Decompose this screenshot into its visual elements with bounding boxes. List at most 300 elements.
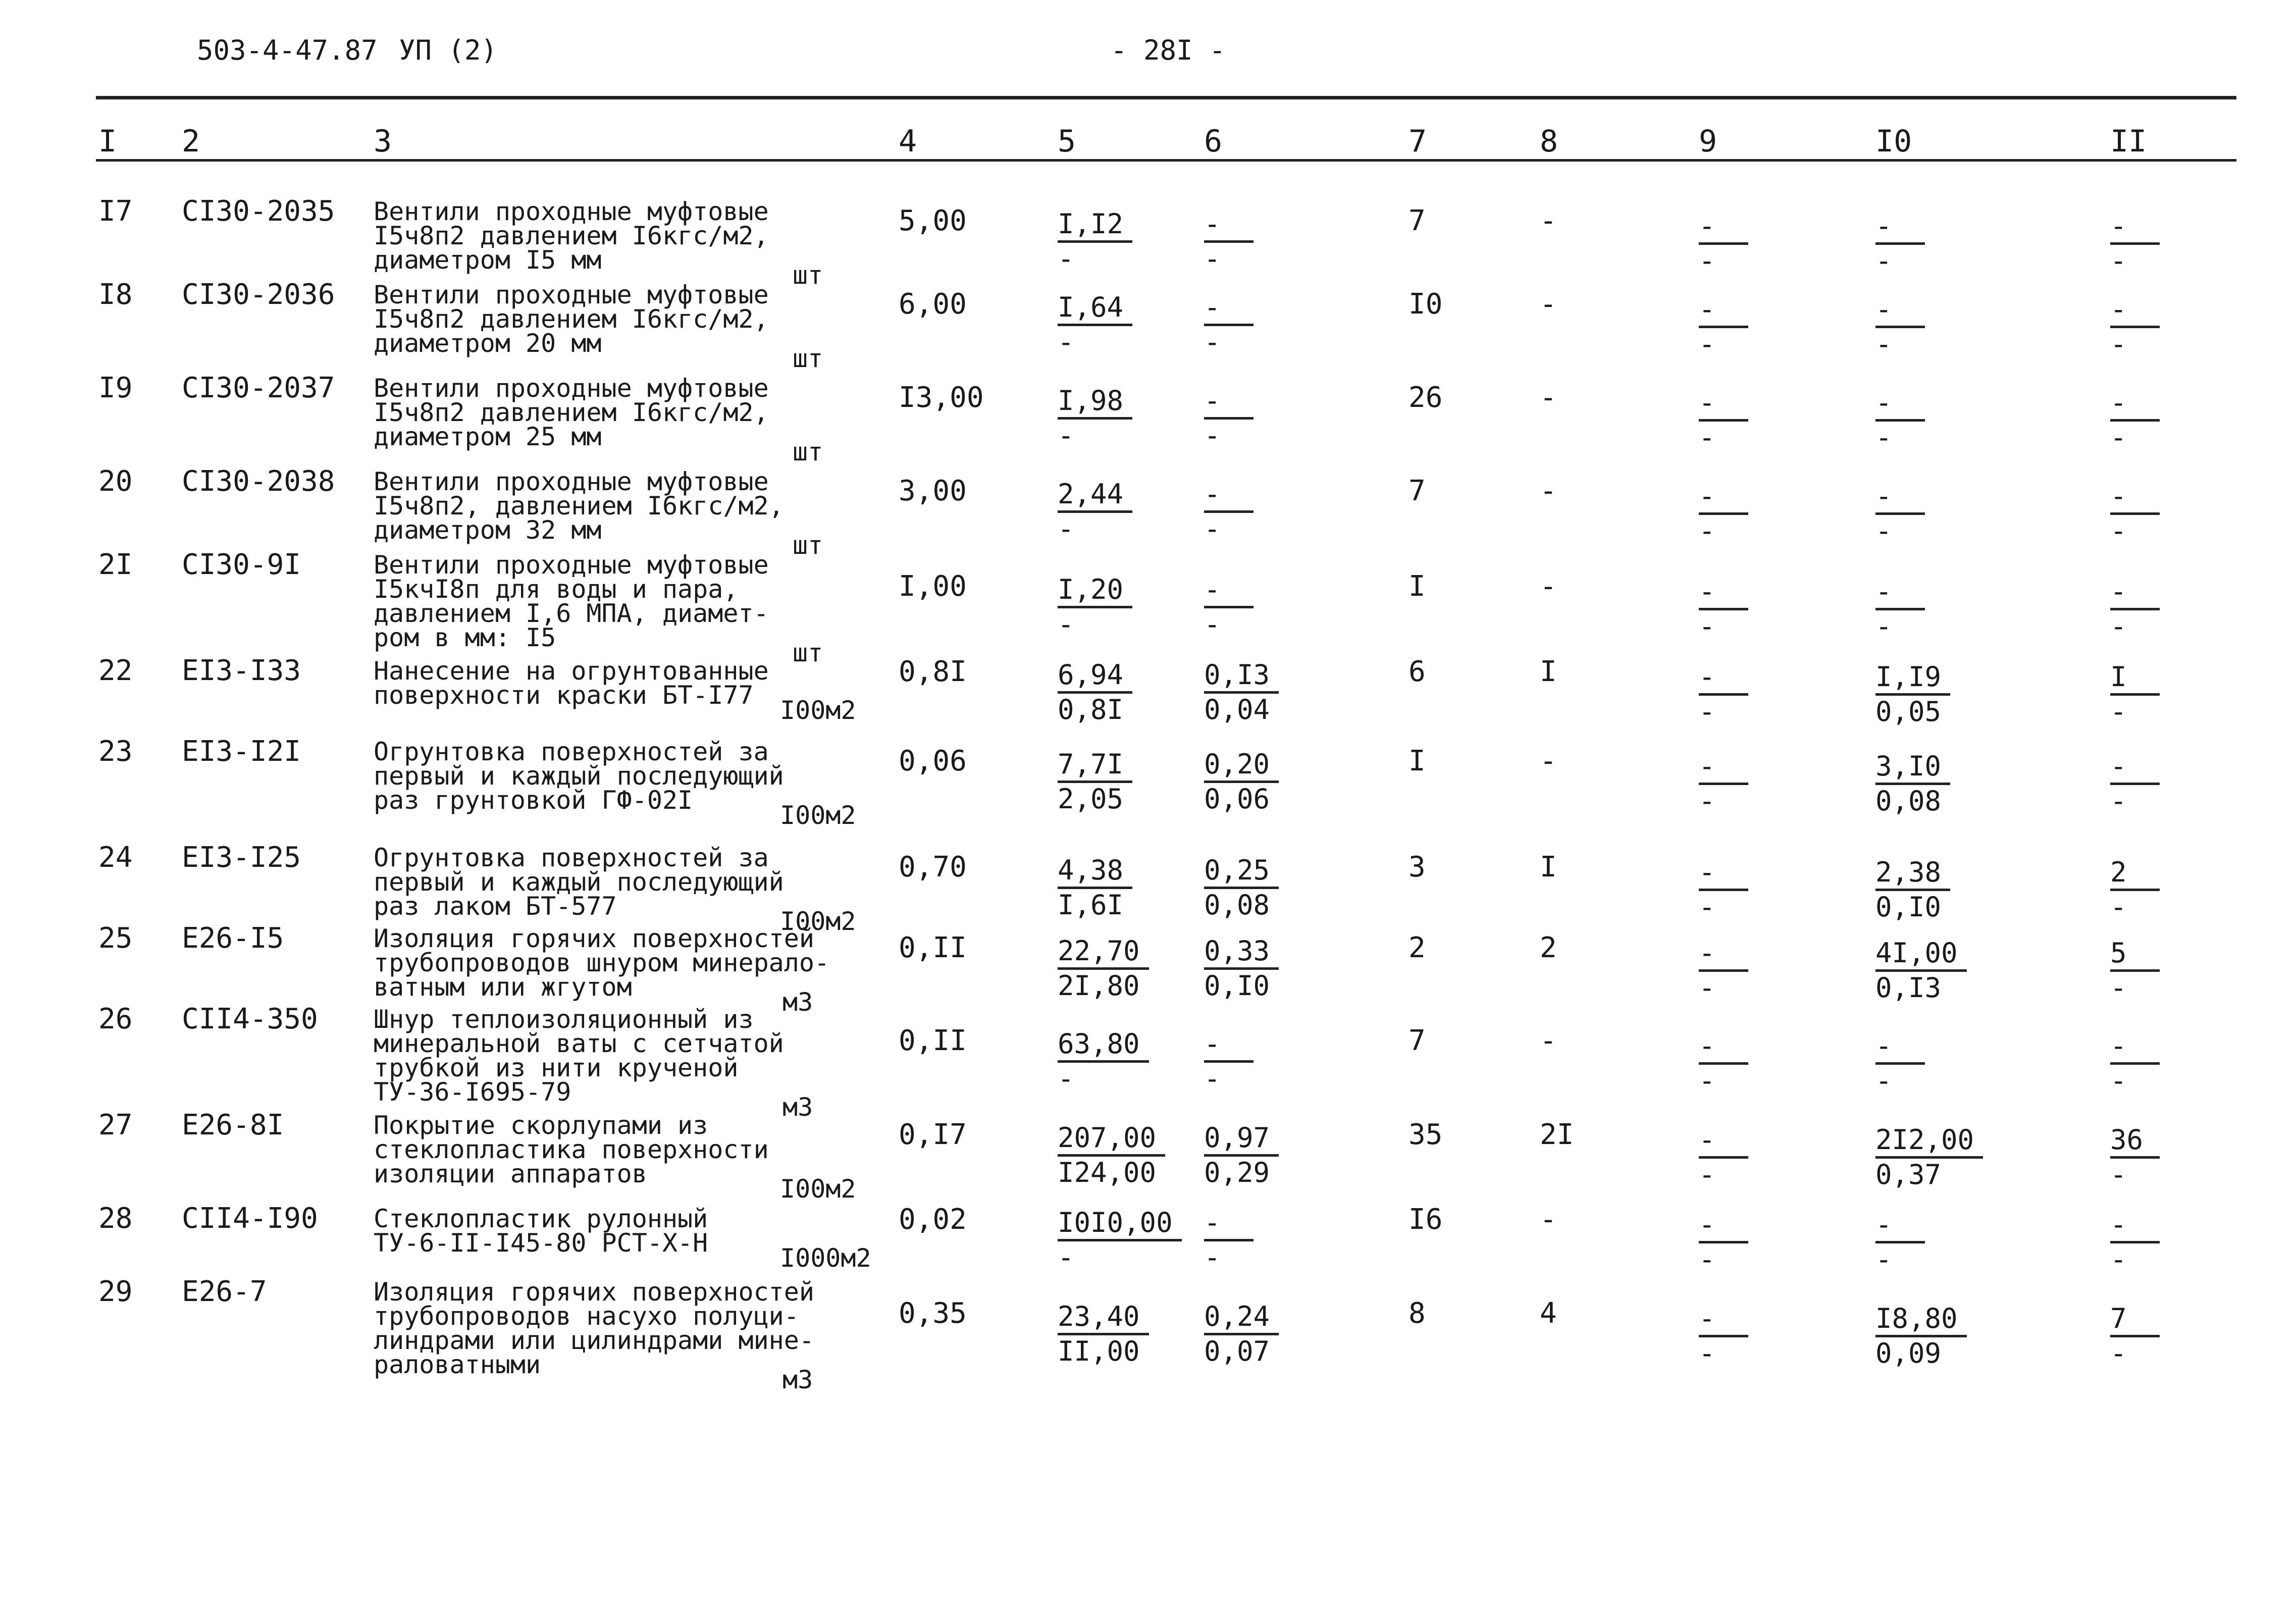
col5-value-numerator: 4,38 xyxy=(1058,854,1132,889)
col9-value-denominator: - xyxy=(1699,891,1715,923)
item-description: Вентили проходные муфтовые I5кчI8п для воды и пара, давлением I,6 МПА, диамет- ром в мм: I5 xyxy=(374,550,769,652)
col6-value xyxy=(1204,659,1279,726)
col6-value xyxy=(1204,748,1279,815)
quantity: 0,II xyxy=(899,1024,967,1057)
col10-value-denominator: - xyxy=(1875,1065,1892,1097)
item-code: E26-7 xyxy=(182,1275,267,1308)
column-header-11: II xyxy=(2110,124,2147,159)
col6-value-denominator: - xyxy=(1204,513,1221,545)
col9-value-denominator: - xyxy=(1699,515,1715,547)
col9-value xyxy=(1699,387,1748,454)
col8-value: - xyxy=(1540,1024,1557,1057)
col9-value-denominator: - xyxy=(1699,1337,1715,1369)
col9-value-numerator: - xyxy=(1699,576,1748,610)
col11-value-denominator: - xyxy=(2110,1065,2127,1097)
col7-value: 3 xyxy=(1408,851,1426,884)
sheet-label: УП (2) xyxy=(399,34,498,66)
col5-value xyxy=(1058,1028,1149,1095)
col8-value: - xyxy=(1540,288,1557,321)
col5-value-denominator: 2I,80 xyxy=(1058,970,1140,1002)
item-unit: I00м2 xyxy=(780,801,856,830)
col11-value xyxy=(2110,210,2160,277)
col6-value xyxy=(1204,1028,1254,1095)
col11-value-numerator: - xyxy=(2110,293,2160,328)
item-description: Огрунтовка поверхностей за первый и каждый последующий раз лаком БТ-577 xyxy=(374,843,784,921)
col8-value: 4 xyxy=(1540,1297,1557,1330)
col5-value-denominator: - xyxy=(1058,1063,1074,1095)
col5-value-denominator: II,00 xyxy=(1058,1335,1140,1367)
col6-value-numerator: - xyxy=(1204,1028,1254,1063)
col6-value-denominator: - xyxy=(1204,1063,1221,1095)
col9-value xyxy=(1699,661,1748,728)
col9-value xyxy=(1699,293,1748,360)
col5-value-numerator: I,98 xyxy=(1058,385,1132,420)
item-description: Вентили проходные муфтовые I5ч8п2, давлением I6кгс/м2, диаметром 32 мм xyxy=(374,467,784,545)
col6-value-denominator: 0,06 xyxy=(1204,783,1270,815)
col5-value-denominator: - xyxy=(1058,608,1074,640)
quantity: I3,00 xyxy=(899,381,984,414)
col10-value xyxy=(1875,1303,1967,1370)
col5-value-numerator: 63,80 xyxy=(1058,1028,1149,1063)
col9-value-denominator: - xyxy=(1699,972,1715,1004)
col6-value xyxy=(1204,478,1254,545)
col11-value-numerator: - xyxy=(2110,576,2160,610)
quantity: 0,06 xyxy=(899,745,967,777)
col11-value-numerator: I xyxy=(2110,661,2160,696)
col11-value-denominator: - xyxy=(2110,785,2127,817)
row-number: 28 xyxy=(98,1202,133,1235)
quantity: I,00 xyxy=(899,570,967,603)
col5-value-numerator: I,20 xyxy=(1058,574,1132,608)
col6-value-numerator: - xyxy=(1204,478,1254,513)
item-description: Покрытие скорлупами из стеклопластика поверхности изоляции аппаратов xyxy=(374,1111,769,1188)
col6-value xyxy=(1204,291,1254,358)
col10-value xyxy=(1875,937,1967,1004)
col6-value xyxy=(1204,854,1279,921)
col5-value xyxy=(1058,1207,1182,1274)
col6-value-numerator: - xyxy=(1204,291,1254,326)
col11-value xyxy=(2110,480,2160,547)
col10-value xyxy=(1875,856,1950,923)
column-header-2: 2 xyxy=(182,124,200,159)
col5-value xyxy=(1058,478,1132,545)
col10-value-numerator: 2I2,00 xyxy=(1875,1124,1983,1159)
document-code: 503-4-47.87 xyxy=(197,34,378,66)
col9-value-numerator: - xyxy=(1699,937,1748,972)
column-header-3: 3 xyxy=(374,124,392,159)
column-header-6: 6 xyxy=(1204,124,1223,159)
col6-value xyxy=(1204,574,1254,641)
column-header-rule xyxy=(96,159,2236,162)
col10-value-denominator: - xyxy=(1875,610,1892,642)
col6-value xyxy=(1204,1301,1279,1368)
column-header-8: 8 xyxy=(1540,124,1558,159)
item-description: Вентили проходные муфтовые I5ч8п2 давлением I6кгс/м2, диаметром 25 мм xyxy=(374,374,769,451)
row-number: 24 xyxy=(98,841,133,874)
col6-value-numerator: 0,20 xyxy=(1204,748,1279,783)
row-number: I8 xyxy=(98,278,133,311)
col6-value-numerator: 0,25 xyxy=(1204,854,1279,889)
col10-value-numerator: - xyxy=(1875,1209,1925,1243)
col8-value: - xyxy=(1540,204,1557,237)
item-unit: шт xyxy=(793,437,823,466)
col5-value-numerator: I,I2 xyxy=(1058,208,1132,243)
col11-value-numerator: - xyxy=(2110,480,2160,515)
quantity: 6,00 xyxy=(899,288,967,321)
col11-value-numerator: - xyxy=(2110,1030,2160,1065)
col11-value-denominator: - xyxy=(2110,328,2127,360)
col9-value-numerator: - xyxy=(1699,661,1748,696)
col11-value-denominator: - xyxy=(2110,891,2127,923)
col5-value xyxy=(1058,935,1149,1002)
col11-value xyxy=(2110,1030,2160,1097)
item-description: Изоляция горячих поверхностей трубопроводов шнуром минерало- ватным или жгутом xyxy=(374,924,830,1002)
col11-value xyxy=(2110,1303,2160,1370)
col10-value-numerator: - xyxy=(1875,480,1925,515)
item-code: CI30-2035 xyxy=(182,195,335,228)
col5-value-denominator: I24,00 xyxy=(1058,1157,1157,1188)
col6-value xyxy=(1204,385,1254,452)
col6-value xyxy=(1204,1207,1254,1274)
col6-value xyxy=(1204,208,1254,275)
col10-value-denominator: - xyxy=(1875,245,1892,277)
col11-value-numerator: 36 xyxy=(2110,1124,2160,1159)
item-unit: шт xyxy=(793,638,823,667)
item-code: CI30-9I xyxy=(182,548,301,581)
col5-value xyxy=(1058,1301,1149,1368)
page-number: - 28I - xyxy=(1111,34,1226,66)
col10-value-denominator: 0,09 xyxy=(1875,1337,1942,1369)
col10-value-numerator: I,I9 xyxy=(1875,661,1950,696)
item-unit: шт xyxy=(793,344,823,373)
col5-value xyxy=(1058,659,1132,726)
col11-value xyxy=(2110,750,2160,817)
col9-value xyxy=(1699,750,1748,817)
col6-value-denominator: 0,08 xyxy=(1204,889,1270,921)
col10-value-numerator: - xyxy=(1875,210,1925,245)
item-code: CII4-I90 xyxy=(182,1202,318,1235)
col5-value-denominator: - xyxy=(1058,1241,1074,1273)
col10-value xyxy=(1875,293,1925,360)
column-header-1: I xyxy=(98,124,117,159)
col10-value-denominator: 0,05 xyxy=(1875,696,1942,728)
col10-value-numerator: 2,38 xyxy=(1875,856,1950,891)
col5-value-denominator: 0,8I xyxy=(1058,694,1124,725)
col9-value-numerator: - xyxy=(1699,387,1748,422)
col11-value-numerator: - xyxy=(2110,210,2160,245)
col6-value-numerator: 0,97 xyxy=(1204,1122,1279,1157)
col11-value xyxy=(2110,856,2160,923)
col7-value: 7 xyxy=(1408,1024,1426,1057)
col9-value xyxy=(1699,1303,1748,1370)
col5-value-denominator: - xyxy=(1058,513,1074,545)
col9-value-numerator: - xyxy=(1699,1209,1748,1243)
col10-value xyxy=(1875,1209,1925,1276)
col5-value-denominator: - xyxy=(1058,326,1074,358)
col5-value xyxy=(1058,385,1132,452)
col9-value xyxy=(1699,210,1748,277)
item-description: Стеклопластик рулонный ТУ-6-II-I45-80 РСТ-Х-Н xyxy=(374,1204,708,1258)
col6-value-denominator: - xyxy=(1204,1241,1221,1273)
col8-value: I xyxy=(1540,851,1557,884)
column-header-4: 4 xyxy=(899,124,917,159)
col11-value-denominator: - xyxy=(2110,1243,2127,1275)
item-unit: м3 xyxy=(782,1093,813,1122)
col7-value: 7 xyxy=(1408,475,1426,507)
col6-value-denominator: 0,04 xyxy=(1204,694,1270,725)
col8-value: 2 xyxy=(1540,931,1557,964)
col6-value-denominator: - xyxy=(1204,326,1221,358)
item-description: Изоляция горячих поверхностей трубопроводов насухо полуци- линдрами или цилиндрами мине- раловатными xyxy=(374,1277,814,1379)
col7-value: I0 xyxy=(1408,288,1443,321)
col10-value-denominator: - xyxy=(1875,515,1892,547)
col8-value: 2I xyxy=(1540,1118,1574,1151)
row-number: 26 xyxy=(98,1003,133,1035)
item-unit: шт xyxy=(793,261,823,290)
col11-value-denominator: - xyxy=(2110,610,2127,642)
quantity: 0,02 xyxy=(899,1203,967,1236)
col9-value xyxy=(1699,1030,1748,1097)
col9-value xyxy=(1699,1124,1748,1191)
col6-value-denominator: - xyxy=(1204,243,1221,275)
col9-value xyxy=(1699,480,1748,547)
col7-value: I xyxy=(1408,745,1426,777)
col11-value-denominator: - xyxy=(2110,245,2127,277)
item-description: Вентили проходные муфтовые I5ч8п2 давлением I6кгс/м2, диаметром I5 мм xyxy=(374,197,769,275)
item-code: EI3-I33 xyxy=(182,654,301,687)
quantity: 3,00 xyxy=(899,475,967,507)
col10-value-numerator: 3,I0 xyxy=(1875,750,1950,785)
col6-value-numerator: - xyxy=(1204,1207,1254,1241)
col10-value xyxy=(1875,387,1925,454)
item-code: EI3-I2I xyxy=(182,735,301,768)
item-unit: шт xyxy=(793,531,823,560)
col9-value xyxy=(1699,576,1748,643)
quantity: 5,00 xyxy=(899,204,967,237)
col10-value xyxy=(1875,1030,1925,1097)
col5-value xyxy=(1058,854,1132,921)
item-code: CI30-2037 xyxy=(182,372,335,404)
col7-value: 35 xyxy=(1408,1118,1443,1151)
col10-value-denominator: - xyxy=(1875,1243,1892,1275)
row-number: 23 xyxy=(98,735,133,768)
item-code: CI30-2036 xyxy=(182,278,335,311)
col7-value: 8 xyxy=(1408,1297,1426,1330)
col10-value-denominator: 0,37 xyxy=(1875,1159,1942,1190)
col9-value-denominator: - xyxy=(1699,1243,1715,1275)
item-code: E26-8I xyxy=(182,1109,284,1141)
col7-value: 26 xyxy=(1408,381,1443,414)
col10-value-numerator: - xyxy=(1875,576,1925,610)
col11-value-numerator: - xyxy=(2110,750,2160,785)
col11-value xyxy=(2110,937,2160,1004)
col11-value-numerator: - xyxy=(2110,1209,2160,1243)
col11-value xyxy=(2110,661,2160,728)
col6-value-numerator: 0,33 xyxy=(1204,935,1279,970)
col8-value: - xyxy=(1540,381,1557,414)
col5-value xyxy=(1058,208,1132,275)
col10-value-denominator: 0,I0 xyxy=(1875,891,1942,923)
col6-value-numerator: - xyxy=(1204,208,1254,243)
col5-value-numerator: 22,70 xyxy=(1058,935,1149,970)
col5-value-numerator: 207,00 xyxy=(1058,1122,1165,1157)
item-unit: I00м2 xyxy=(780,1174,856,1204)
col9-value xyxy=(1699,937,1748,1004)
item-code: E26-I5 xyxy=(182,922,284,955)
col6-value-denominator: 0,07 xyxy=(1204,1335,1270,1367)
row-number: 25 xyxy=(98,922,133,955)
col9-value-numerator: - xyxy=(1699,1303,1748,1337)
quantity: 0,35 xyxy=(899,1297,967,1330)
column-header-9: 9 xyxy=(1699,124,1717,159)
col11-value xyxy=(2110,387,2160,454)
col9-value-denominator: - xyxy=(1699,422,1715,453)
col6-value xyxy=(1204,935,1279,1002)
col5-value-numerator: 7,7I xyxy=(1058,748,1132,783)
col5-value-numerator: 2,44 xyxy=(1058,478,1132,513)
col9-value-numerator: - xyxy=(1699,480,1748,515)
col9-value-denominator: - xyxy=(1699,696,1715,728)
col6-value-numerator: 0,24 xyxy=(1204,1301,1279,1335)
col11-value-denominator: - xyxy=(2110,1337,2127,1369)
col11-value-denominator: - xyxy=(2110,1159,2127,1190)
col11-value xyxy=(2110,576,2160,643)
col8-value: - xyxy=(1540,475,1557,507)
col5-value xyxy=(1058,748,1132,815)
col5-value-denominator: - xyxy=(1058,420,1074,451)
col11-value-numerator: 5 xyxy=(2110,937,2160,972)
quantity: 0,I7 xyxy=(899,1118,967,1151)
col6-value xyxy=(1204,1122,1279,1189)
col5-value-denominator: - xyxy=(1058,243,1074,275)
column-header-10: I0 xyxy=(1875,124,1912,159)
col9-value xyxy=(1699,856,1748,923)
item-unit: I00м2 xyxy=(780,696,856,725)
col9-value-numerator: - xyxy=(1699,293,1748,328)
col10-value-denominator: 0,08 xyxy=(1875,785,1942,817)
col6-value-denominator: 0,29 xyxy=(1204,1157,1270,1188)
col11-value-numerator: 7 xyxy=(2110,1303,2160,1337)
col10-value-denominator: 0,I3 xyxy=(1875,972,1942,1004)
col5-value xyxy=(1058,291,1132,358)
item-description: Шнур теплоизоляционный из минеральной ваты с сетчатой трубкой из нити крученой ТУ-36-I695-79 xyxy=(374,1005,784,1107)
col5-value-denominator: I,6I xyxy=(1058,889,1124,921)
row-number: 29 xyxy=(98,1275,133,1308)
col9-value-numerator: - xyxy=(1699,210,1748,245)
col10-value xyxy=(1875,480,1925,547)
col11-value-denominator: - xyxy=(2110,696,2127,728)
col10-value-denominator: - xyxy=(1875,422,1892,453)
row-number: 20 xyxy=(98,465,133,498)
row-number: I7 xyxy=(98,195,133,228)
col9-value-denominator: - xyxy=(1699,245,1715,277)
col5-value-numerator: I0I0,00 xyxy=(1058,1207,1182,1241)
quantity: 0,70 xyxy=(899,851,967,884)
col10-value-denominator: - xyxy=(1875,328,1892,360)
col10-value xyxy=(1875,576,1925,643)
col6-value-denominator: - xyxy=(1204,420,1221,451)
row-number: 2I xyxy=(98,548,133,581)
col6-value-denominator: 0,I0 xyxy=(1204,970,1270,1002)
col7-value: 6 xyxy=(1408,655,1426,688)
col11-value-denominator: - xyxy=(2110,422,2127,453)
col5-value-numerator: I,64 xyxy=(1058,291,1132,326)
col5-value xyxy=(1058,1122,1165,1189)
item-description: Вентили проходные муфтовые I5ч8п2 давлением I6кгс/м2, диаметром 20 мм xyxy=(374,280,769,358)
col8-value: - xyxy=(1540,570,1557,603)
col5-value-numerator: 23,40 xyxy=(1058,1301,1149,1335)
col9-value-denominator: - xyxy=(1699,1065,1715,1097)
col9-value-numerator: - xyxy=(1699,750,1748,785)
col10-value xyxy=(1875,750,1950,817)
row-number: 27 xyxy=(98,1109,133,1141)
col9-value-denominator: - xyxy=(1699,1159,1715,1190)
col10-value xyxy=(1875,661,1950,728)
col10-value xyxy=(1875,1124,1983,1191)
col9-value-numerator: - xyxy=(1699,1030,1748,1065)
item-code: EI3-I25 xyxy=(182,841,301,874)
col7-value: I xyxy=(1408,570,1426,603)
col10-value-numerator: 4I,00 xyxy=(1875,937,1967,972)
item-unit: I00м2 xyxy=(780,907,856,936)
col7-value: 7 xyxy=(1408,204,1426,237)
col9-value-numerator: - xyxy=(1699,856,1748,891)
col10-value-numerator: - xyxy=(1875,293,1925,328)
col8-value: I xyxy=(1540,655,1557,688)
col5-value xyxy=(1058,574,1132,641)
column-header-5: 5 xyxy=(1058,124,1076,159)
quantity: 0,8I xyxy=(899,655,967,688)
col8-value: - xyxy=(1540,745,1557,777)
item-description: Нанесение на огрунтованные поверхности краски БТ-I77 xyxy=(374,656,769,710)
quantity: 0,II xyxy=(899,931,967,964)
col5-value-numerator: 6,94 xyxy=(1058,659,1132,694)
col9-value-numerator: - xyxy=(1699,1124,1748,1159)
col9-value xyxy=(1699,1209,1748,1276)
col10-value-numerator: - xyxy=(1875,387,1925,422)
item-code: CII4-350 xyxy=(182,1003,318,1035)
col11-value xyxy=(2110,293,2160,360)
col9-value-denominator: - xyxy=(1699,610,1715,642)
col11-value-denominator: - xyxy=(2110,972,2127,1004)
top-rule xyxy=(96,96,2236,99)
column-header-7: 7 xyxy=(1408,124,1427,159)
col11-value xyxy=(2110,1124,2160,1191)
col5-value-denominator: 2,05 xyxy=(1058,783,1124,815)
col6-value-numerator: - xyxy=(1204,574,1254,608)
col8-value: - xyxy=(1540,1203,1557,1236)
col11-value xyxy=(2110,1209,2160,1276)
item-code: CI30-2038 xyxy=(182,465,335,498)
col6-value-denominator: - xyxy=(1204,608,1221,640)
item-unit: м3 xyxy=(782,988,813,1017)
item-description: Огрунтовка поверхностей за первый и каждый последующий раз грунтовкой ГФ-02I xyxy=(374,737,784,815)
col11-value-numerator: 2 xyxy=(2110,856,2160,891)
col10-value-numerator: I8,80 xyxy=(1875,1303,1967,1337)
row-number: I9 xyxy=(98,372,133,404)
col10-value xyxy=(1875,210,1925,277)
col6-value-numerator: 0,I3 xyxy=(1204,659,1279,694)
item-unit: I000м2 xyxy=(780,1243,871,1273)
col6-value-numerator: - xyxy=(1204,385,1254,420)
item-unit: м3 xyxy=(782,1365,813,1394)
row-number: 22 xyxy=(98,654,133,687)
col10-value-numerator: - xyxy=(1875,1030,1925,1065)
col7-value: 2 xyxy=(1408,931,1426,964)
col7-value: I6 xyxy=(1408,1203,1443,1236)
col9-value-denominator: - xyxy=(1699,785,1715,817)
col9-value-denominator: - xyxy=(1699,328,1715,360)
